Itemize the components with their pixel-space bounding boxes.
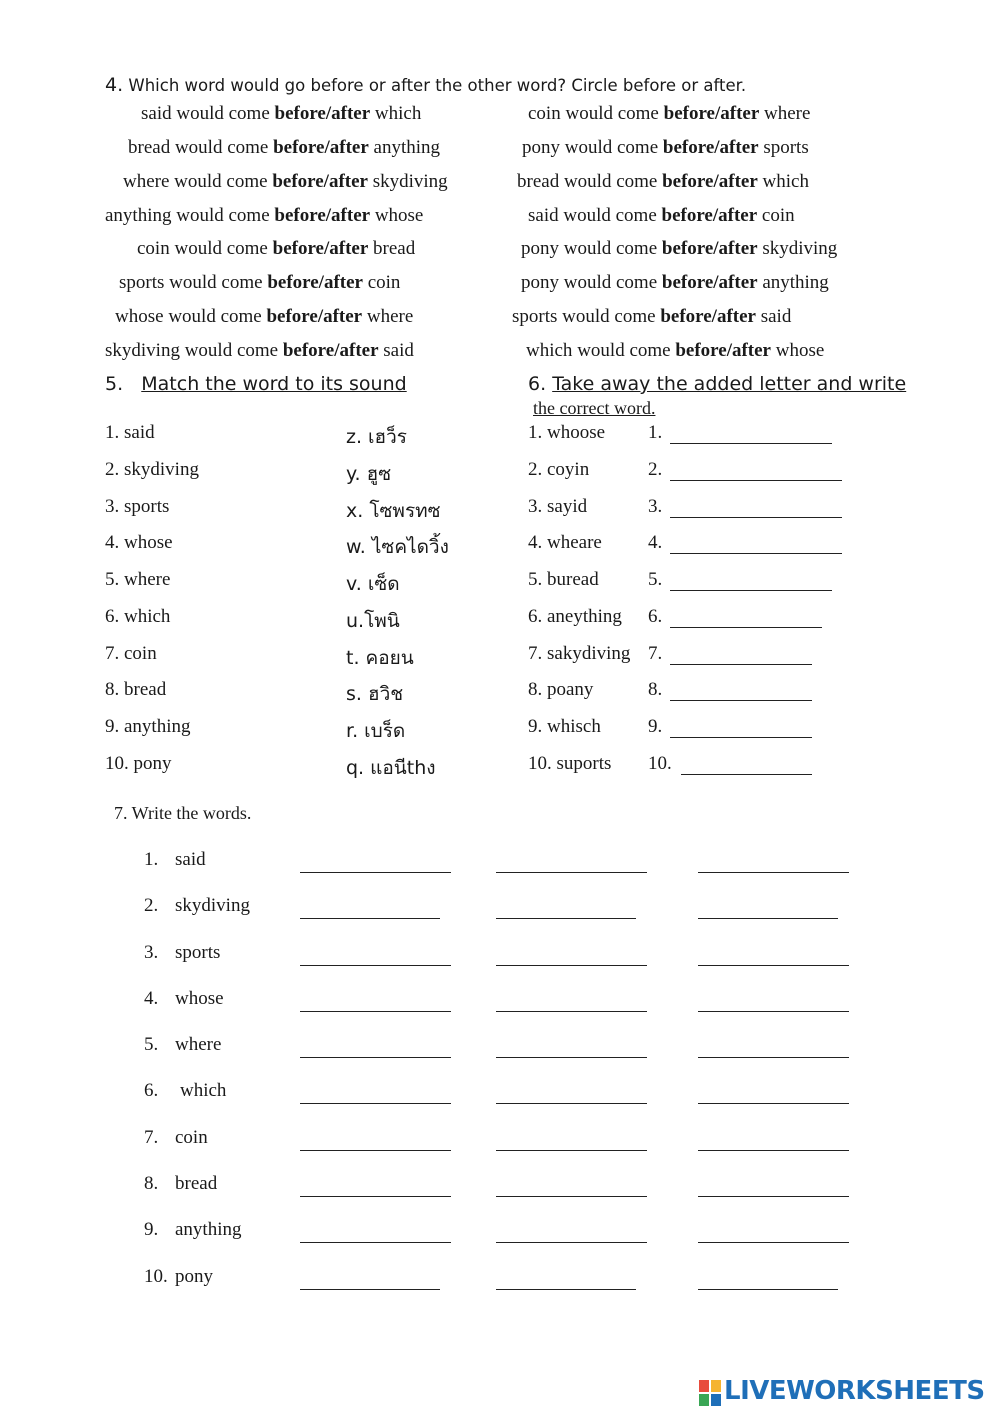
q7-answer-line[interactable] (300, 918, 440, 919)
q7-answer-line[interactable] (698, 1242, 849, 1243)
q7-answer-line[interactable] (300, 1103, 451, 1104)
q7-answer-line[interactable] (698, 1150, 849, 1151)
q7-word: anything (175, 1219, 242, 1240)
q4-connector: would come (563, 171, 658, 192)
q6-answer-label: 5. (648, 569, 663, 590)
liveworksheets-logo-icon (697, 1376, 723, 1410)
before-after-choice[interactable]: before/after (274, 103, 371, 124)
before-after-choice[interactable]: before/after (272, 238, 369, 259)
q7-number: 2. (144, 895, 159, 916)
q4-connector: would come (169, 272, 263, 293)
q7-answer-line[interactable] (496, 1011, 647, 1012)
q4-connector: would come (176, 205, 270, 226)
before-after-choice[interactable]: before/after (675, 340, 771, 361)
q7-answer-line[interactable] (698, 1103, 849, 1104)
liveworksheets-brand: LIVEWORKSHEETS (724, 1376, 985, 1406)
q4-sentence (105, 205, 423, 227)
q4-sentence (119, 272, 400, 294)
q6-answer-line[interactable] (670, 517, 842, 518)
q6-word-item: 2. coyin (528, 459, 590, 480)
q7-number: 6. (144, 1080, 159, 1101)
q4-connector: would come (563, 205, 657, 226)
q7-answer-line[interactable] (698, 1057, 849, 1058)
q4-word: anything (105, 205, 172, 226)
q7-answer-line[interactable] (698, 918, 838, 919)
q7-answer-line[interactable] (300, 1150, 451, 1151)
q7-answer-line[interactable] (300, 1057, 451, 1058)
q4-connector: would come (563, 238, 658, 259)
q6-word-item: 8. poany (528, 679, 594, 700)
q7-number: 3. (144, 942, 159, 963)
q7-answer-line[interactable] (496, 872, 647, 873)
q6-answer-line[interactable] (670, 553, 842, 554)
q6-answer-label: 8. (648, 679, 663, 700)
before-after-choice[interactable]: before/after (661, 205, 758, 226)
q6-word-item: 10. suports (528, 753, 612, 774)
q6-answer-line[interactable] (670, 627, 822, 628)
q5-word-item: 1. said (105, 422, 155, 443)
q4-word: which (762, 171, 809, 192)
q7-answer-line[interactable] (698, 965, 849, 966)
q7-answer-line[interactable] (300, 872, 451, 873)
q4-word: which (374, 103, 422, 124)
q4-connector: would come (174, 238, 268, 259)
q6-word-item: 9. whisch (528, 716, 601, 737)
q4-instruction-text: Which word would go before or after the other word? Circle before or after. (128, 76, 747, 95)
q4-word: said (383, 340, 414, 361)
q4-word: sports (763, 137, 809, 158)
q4-sentence (521, 272, 829, 294)
q7-answer-line[interactable] (698, 1196, 849, 1197)
q6-word-item: 5. buread (528, 569, 599, 590)
q6-answer-line[interactable] (670, 664, 812, 665)
q7-number: 8. (144, 1173, 159, 1194)
q4-sentence (115, 306, 413, 328)
q4-word: where (123, 171, 170, 192)
before-after-choice[interactable]: before/after (661, 272, 758, 293)
q4-word: coin (528, 103, 561, 124)
q6-answer-line[interactable] (681, 774, 812, 775)
q4-sentence (522, 137, 809, 159)
q4-word: coin (761, 205, 795, 226)
q7-answer-line[interactable] (698, 1011, 849, 1012)
q6-answer-line[interactable] (670, 590, 832, 591)
before-after-choice[interactable]: before/after (282, 340, 379, 361)
q4-sentence (517, 171, 809, 193)
q7-answer-line[interactable] (300, 1196, 451, 1197)
q7-number: 7. (144, 1127, 159, 1148)
q4-connector: would come (562, 306, 656, 327)
q6-answer-line[interactable] (670, 443, 832, 444)
q7-word: which (180, 1080, 227, 1101)
q6-answer-label: 10. (648, 753, 672, 774)
q4-word: bread (517, 171, 560, 192)
q4-connector: would come (184, 340, 279, 361)
q4-word: sports (512, 306, 558, 327)
q4-sentence (105, 340, 414, 362)
q7-word: where (175, 1034, 222, 1055)
q4-sentence (123, 171, 448, 193)
q7-answer-line[interactable] (300, 1289, 440, 1290)
q6-word-item: 6. aneything (528, 606, 622, 627)
q4-word: coin (367, 272, 401, 293)
q7-answer-line[interactable] (496, 1103, 647, 1104)
before-after-choice[interactable]: before/after (662, 137, 759, 158)
q5-word-item: 4. whose (105, 532, 173, 553)
q4-connector: would come (563, 272, 658, 293)
q4-word: skydiving (762, 238, 838, 259)
q6-answer-label: 1. (648, 422, 663, 443)
q6-word-item: 1. whoose (528, 422, 606, 443)
q4-connector: would come (565, 103, 659, 124)
q6-answer-label: 6. (648, 606, 663, 627)
q7-answer-line[interactable] (698, 1289, 838, 1290)
q6-word-item: 3. sayid (528, 496, 588, 517)
q6-title: Take away the added letter and write (552, 373, 907, 395)
q5-word-item: 7. coin (105, 643, 157, 664)
before-after-choice[interactable]: before/after (663, 103, 760, 124)
q7-word: pony (175, 1266, 213, 1287)
q5-sound-item: y. ฮูซ (346, 463, 392, 485)
q7-answer-line[interactable] (698, 872, 849, 873)
q6-header (528, 373, 906, 395)
q6-word-item: 4. wheare (528, 532, 602, 553)
q5-sound-item: v. เซ็ด (346, 573, 400, 595)
q7-answer-line[interactable] (496, 1057, 647, 1058)
q6-answer-line[interactable] (670, 480, 842, 481)
q5-sound-item: z. เฮว็ร (346, 426, 408, 448)
q4-connector: would come (174, 171, 268, 192)
q4-word: said (760, 306, 792, 327)
q4-sentence (137, 238, 415, 260)
q6-subtitle (533, 398, 655, 419)
q4-word: pony (521, 272, 559, 293)
q5-word-item: 2. skydiving (105, 459, 199, 480)
q5-title: Match the word to its sound (141, 373, 407, 395)
q7-answer-line[interactable] (496, 918, 636, 919)
q4-sentence (528, 103, 810, 125)
q6-subtitle-text: the correct word. (533, 398, 656, 418)
before-after-choice[interactable]: before/after (274, 205, 371, 226)
q4-instruction (105, 74, 746, 96)
q7-number: 9. (144, 1219, 159, 1240)
q5-sound-item: x. โซพรทซ (346, 500, 441, 522)
q5-number: 5. (105, 373, 124, 395)
q7-number: 5. (144, 1034, 159, 1055)
q5-sound-item: w. ไซคไดวิ้ง (346, 536, 449, 558)
q7-answer-line[interactable] (496, 1150, 647, 1151)
q4-word: bread (373, 238, 416, 259)
q4-word: coin (137, 238, 170, 259)
q7-answer-line[interactable] (300, 965, 451, 966)
before-after-choice[interactable]: before/after (272, 171, 368, 192)
q7-title: 7. Write the words. (114, 803, 252, 823)
q6-answer-label: 4. (648, 532, 663, 553)
q4-number: 4. (105, 74, 124, 96)
q7-word: said (175, 849, 206, 870)
q4-word: whose (115, 306, 164, 327)
q7-answer-line[interactable] (496, 965, 647, 966)
q5-word-item: 3. sports (105, 496, 170, 517)
q6-answer-label: 9. (648, 716, 663, 737)
q5-word-item: 6. which (105, 606, 171, 627)
q7-word: bread (175, 1173, 218, 1194)
q4-word: skydiving (105, 340, 180, 361)
q4-word: sports (119, 272, 165, 293)
q7-number: 4. (144, 988, 159, 1009)
q4-word: anything (373, 137, 441, 158)
q4-word: said (528, 205, 559, 226)
q6-answer-line[interactable] (670, 700, 812, 701)
q7-answer-line[interactable] (300, 1242, 451, 1243)
q6-answer-label: 7. (648, 643, 663, 664)
q4-word: said (141, 103, 172, 124)
q5-header (105, 373, 407, 395)
q4-word: skydiving (372, 171, 448, 192)
q5-sound-item: u.โพนิ (346, 610, 400, 632)
q7-word: sports (175, 942, 221, 963)
q7-number: 1. (144, 849, 159, 870)
q4-sentence (512, 306, 791, 328)
q4-word: whose (775, 340, 825, 361)
q4-sentence (521, 238, 837, 260)
q7-answer-line[interactable] (300, 1011, 451, 1012)
q5-sound-item: q. แอนีthง (346, 757, 436, 779)
before-after-choice[interactable]: before/after (273, 137, 369, 158)
before-after-choice[interactable]: before/after (267, 272, 363, 293)
q6-word-item: 7. sakydiving (528, 643, 631, 664)
q4-sentence (141, 103, 421, 125)
q4-word: whose (374, 205, 424, 226)
q4-word: which (526, 340, 573, 361)
q7-number: 10. (144, 1266, 168, 1287)
q5-word-item: 8. bread (105, 679, 167, 700)
q5-word-item: 10. pony (105, 753, 172, 774)
q6-answer-line[interactable] (670, 737, 812, 738)
q6-answer-label: 3. (648, 496, 663, 517)
q7-answer-line[interactable] (496, 1289, 636, 1290)
q4-connector: would come (174, 137, 269, 158)
q6-number: 6. (528, 373, 547, 395)
q4-sentence (526, 340, 824, 362)
q4-word: pony (521, 238, 559, 259)
before-after-choice[interactable]: before/after (661, 238, 758, 259)
q4-sentence (528, 205, 795, 227)
q5-sound-item: r. เบร็ด (346, 720, 406, 742)
q7-word: skydiving (175, 895, 250, 916)
q5-word-item: 5. where (105, 569, 171, 590)
q4-sentence (128, 137, 440, 159)
q4-connector: would come (577, 340, 671, 361)
q7-answer-line[interactable] (496, 1242, 647, 1243)
q7-word: coin (175, 1127, 208, 1148)
before-after-choice[interactable]: before/after (266, 306, 363, 327)
q4-word: where (764, 103, 811, 124)
q7-answer-line[interactable] (496, 1196, 647, 1197)
q4-word: pony (522, 137, 560, 158)
before-after-choice[interactable]: before/after (660, 306, 756, 327)
q4-connector: would come (168, 306, 262, 327)
q5-sound-item: t. คอยน (346, 647, 414, 669)
q5-word-item: 9. anything (105, 716, 191, 737)
q6-answer-label: 2. (648, 459, 663, 480)
q5-sound-item: s. ฮวิช (346, 683, 404, 705)
q4-connector: would come (564, 137, 659, 158)
q4-word: anything (762, 272, 829, 293)
q4-word: where (366, 306, 414, 327)
q7-word: whose (175, 988, 224, 1009)
before-after-choice[interactable]: before/after (662, 171, 758, 192)
q4-word: bread (128, 137, 171, 158)
q4-connector: would come (176, 103, 270, 124)
